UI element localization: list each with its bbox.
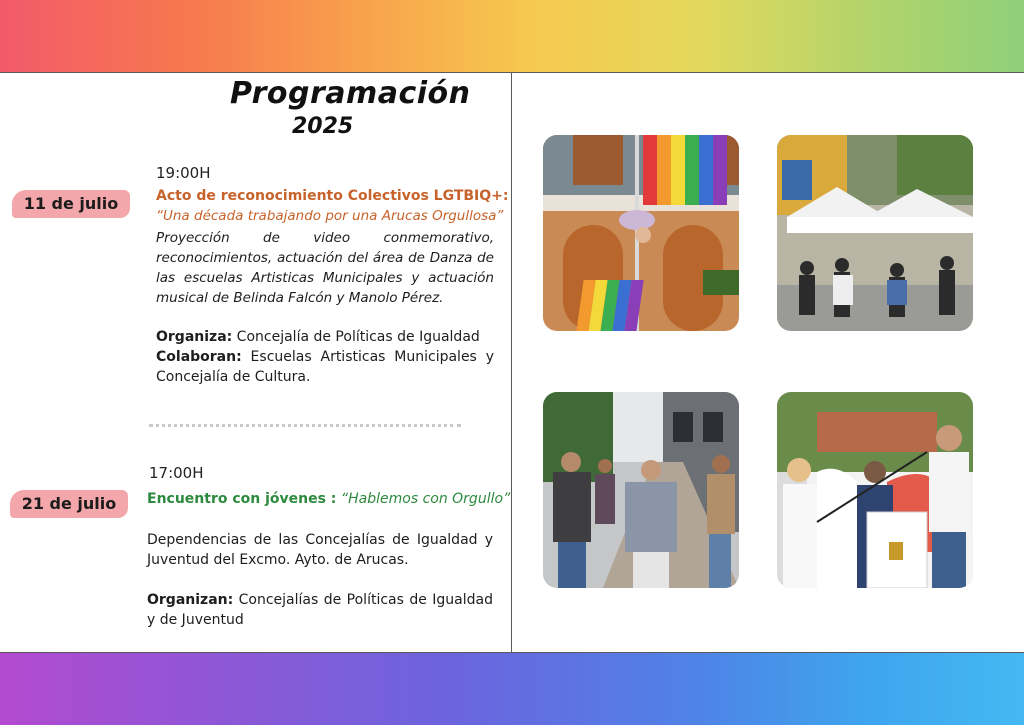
pole-dance-pride-flag-photo: [543, 135, 739, 331]
organizan-label: Organizan:: [147, 592, 234, 608]
colaboran-label: Colaboran:: [156, 349, 242, 365]
rainbow-band-top: [0, 0, 1024, 72]
organiza-value: Concejalía de Políticas de Igualdad: [232, 329, 480, 345]
event-2-title: [147, 491, 510, 507]
colaboran-value: Escuelas Artisticas Municipales y Concejalía de Cultura.: [156, 349, 494, 385]
divider-center: [511, 72, 512, 652]
event-1-organiza: [156, 327, 494, 347]
event-1-colaboran: [156, 347, 494, 387]
page-title: Programación: [230, 76, 471, 111]
event-1-date-badge: 11 de julio: [12, 190, 130, 218]
page-year: 2025: [292, 114, 354, 139]
event-2-date-badge: 21 de julio: [10, 490, 128, 518]
event-1-description: Proyección de video conmemorativo, reconocimientos, actuación del área de Danza de las escuelas Artisticas Municipales y actuación musical de Belinda Falcón y Manolo Pérez.: [156, 230, 494, 306]
speech-at-lectern-photo: [777, 392, 973, 588]
event-tents-crowd-photo: [777, 135, 973, 331]
event-1-time: 19:00H: [156, 164, 211, 182]
divider-top: [0, 72, 1024, 73]
event-2-time: 17:00H: [149, 464, 204, 482]
street-gathering-photo: [543, 392, 739, 588]
rainbow-band-bottom: [0, 653, 1024, 725]
event-1-subtitle: “Una década trabajando por una Arucas Orgullosa”: [156, 208, 504, 224]
event-2-organizan: [147, 590, 493, 630]
dotted-separator: [149, 424, 461, 427]
event-1-title: Acto de reconocimiento Colectivos LGTBIQ+:: [156, 188, 509, 204]
organizan-value: Concejalías de Políticas de Igualdad y de Juventud: [147, 592, 493, 628]
organiza-label: Organiza:: [156, 329, 233, 345]
event-2-title-text: Encuentro con jóvenes :: [147, 491, 337, 507]
event-2-subtitle: “Hablemos con Orgullo”: [340, 491, 511, 507]
event-2-description: Dependencias de las Concejalías de Igualdad y Juventud del Excmo. Ayto. de Arucas.: [147, 532, 493, 568]
divider-bottom: [0, 652, 1024, 653]
